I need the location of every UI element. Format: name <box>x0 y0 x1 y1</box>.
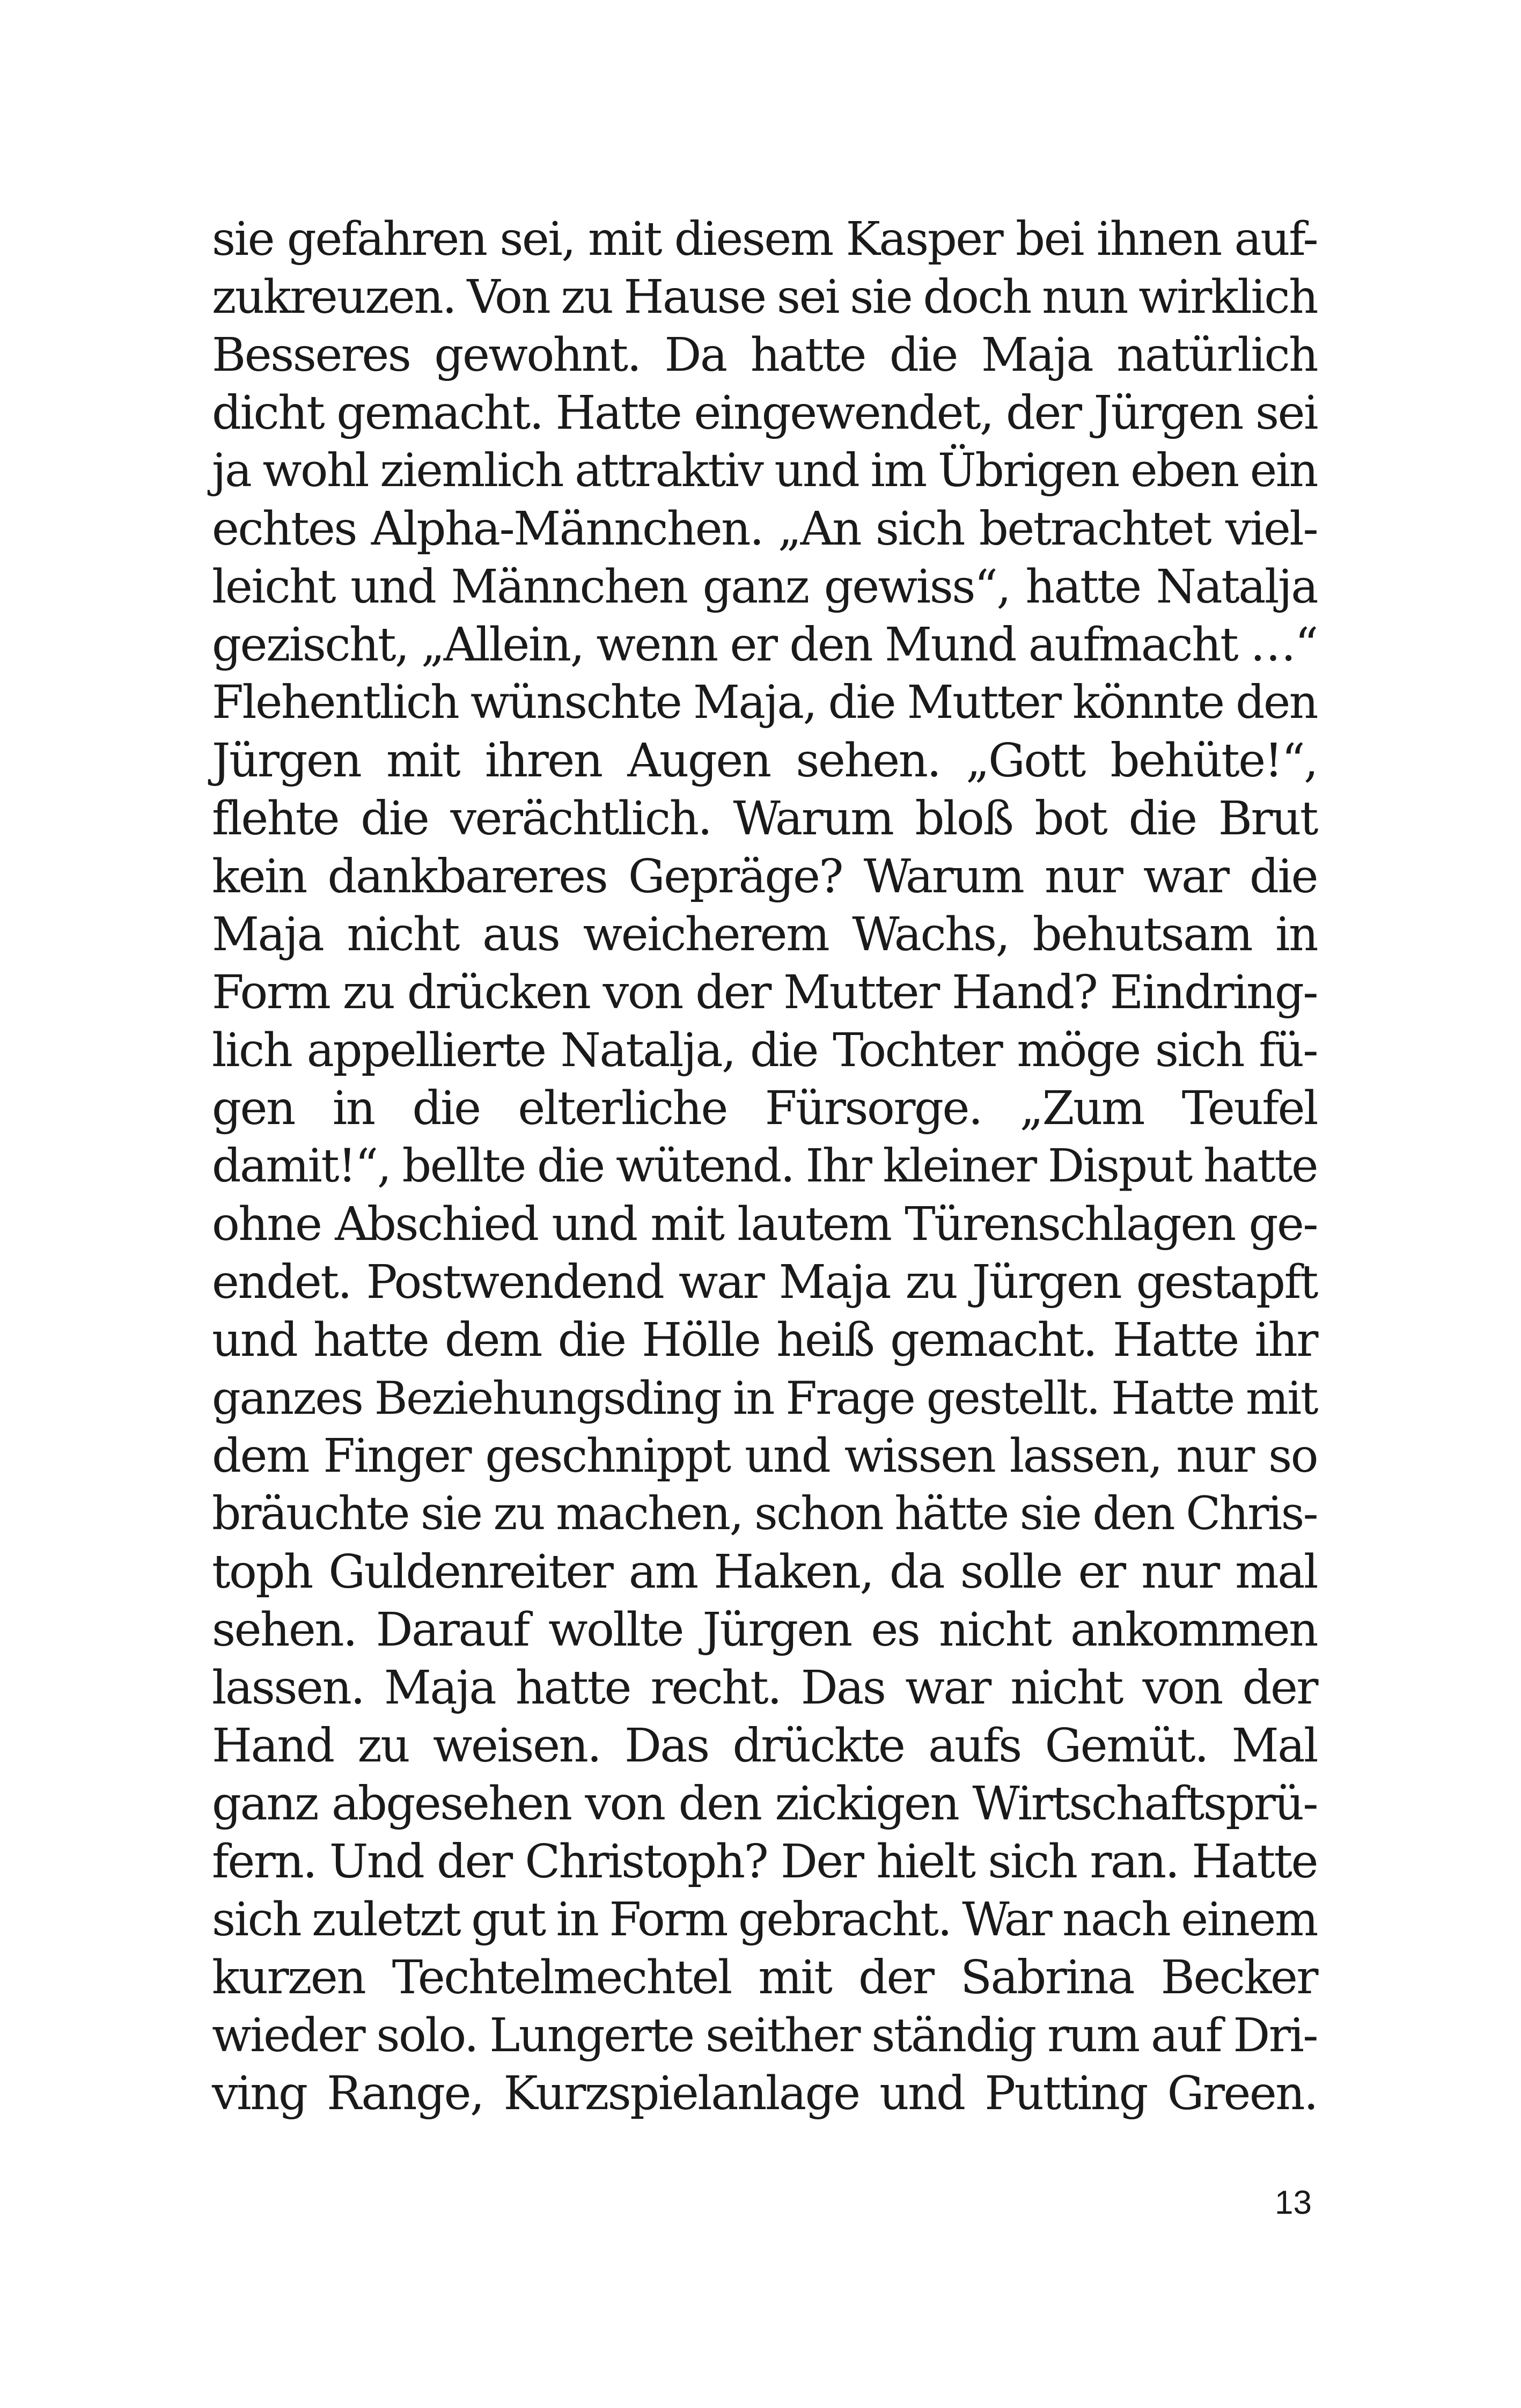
text-line: fern. Und der Christoph? Der hielt sich ran. Hatte <box>212 1835 1317 1889</box>
text-line: sich zuletzt gut in Form gebracht. War nach einem <box>212 1893 1317 1947</box>
text-line: ganz abgesehen von den zickigen Wirtschaftsprü- <box>212 1777 1317 1831</box>
text-line: toph Guldenreiter am Haken, da solle er nur mal <box>212 1545 1317 1599</box>
text-line: ganzes Beziehungsding in Frage gestellt. Hatte mit <box>212 1372 1317 1425</box>
text-line: lich appellierte Natalja, die Tochter möge sich fü- <box>212 1024 1317 1077</box>
text-line: gezischt, „Allein, wenn er den Mund aufmacht …“ <box>212 618 1317 672</box>
text-line: Maja nicht aus weicherem Wachs, behutsam in <box>212 908 1317 961</box>
text-line: leicht und Männchen ganz gewiss“, hatte Natalja <box>212 560 1317 614</box>
text-line: Jürgen mit ihren Augen sehen. „Gott behüte!“, <box>212 734 1317 788</box>
text-line: dicht gemacht. Hatte eingewendet, der Jürgen sei <box>212 386 1317 440</box>
text-line: Besseres gewohnt. Da hatte die Maja natürlich <box>212 328 1317 382</box>
text-line: kein dankbareres Gepräge? Warum nur war die <box>212 850 1317 904</box>
text-line: endet. Postwendend war Maja zu Jürgen gestapft <box>212 1256 1317 1309</box>
text-line: bräuchte sie zu machen, schon hätte sie den Chris- <box>212 1487 1317 1540</box>
text-line: ohne Abschied und mit lautem Türenschlagen ge- <box>212 1198 1317 1251</box>
text-line: damit!“, bellte die wütend. Ihr kleiner Disput hatte <box>212 1140 1317 1193</box>
text-line: kurzen Techtelmechtel mit der Sabrina Becker <box>212 1951 1317 2005</box>
text-line: gen in die elterliche Fürsorge. „Zum Teufel <box>212 1082 1317 1135</box>
text-line: wieder solo. Lungerte seither ständig rum auf Dri- <box>212 2009 1317 2062</box>
text-line: zukreuzen. Von zu Hause sei sie doch nun wirklich <box>212 270 1317 324</box>
page-number: 13 <box>1275 2184 1312 2221</box>
text-line: lassen. Maja hatte recht. Das war nicht von der <box>212 1661 1317 1715</box>
body-text <box>212 210 1317 2123</box>
text-line: flehte die verächtlich. Warum bloß bot die Brut <box>212 792 1317 846</box>
text-line: Hand zu weisen. Das drückte aufs Gemüt. Mal <box>212 1719 1317 1773</box>
text-line: sehen. Darauf wollte Jürgen es nicht ankommen <box>212 1603 1317 1657</box>
text-line: dem Finger geschnippt und wissen lassen, nur so <box>212 1429 1317 1483</box>
text-line: ving Range, Kurzspielanlage und Putting Green. <box>212 2067 1317 2120</box>
text-line: und hatte dem die Hölle heiß gemacht. Hatte ihr <box>212 1313 1317 1367</box>
text-line: ja wohl ziemlich attraktiv und im Übrigen eben ein <box>212 444 1317 497</box>
text-line: Flehentlich wünschte Maja, die Mutter könnte den <box>212 676 1317 729</box>
text-line: sie gefahren sei, mit diesem Kasper bei ihnen auf- <box>212 212 1317 266</box>
text-line: Form zu drücken von der Mutter Hand? Eindring- <box>212 966 1317 1019</box>
text-line: echtes Alpha-Männchen. „An sich betrachtet viel- <box>212 502 1317 556</box>
